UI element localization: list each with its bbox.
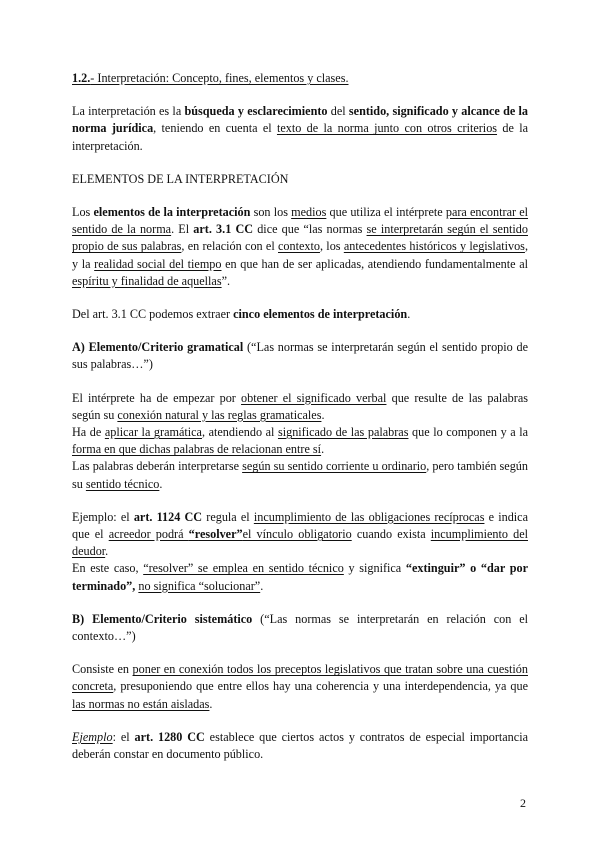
subsection-heading	[72, 70, 528, 87]
section-a-heading: A) Elemento/Criterio gramatical (“Las normas se interpretarán según el sentido propio de sus palabras…”)	[72, 340, 528, 372]
section-b-heading: B) Elemento/Criterio sistemático (“Las normas se interpretarán en relación con el contexto…”)	[72, 611, 528, 644]
paragraph-elements: Los elementos de la interpretación son los medios que utiliza el intérprete para encontrar el sentido de la norma. El art. 3.1 CC dice que “las normas se interpretarán según el sentido propio de sus palabras, en relación con el contexto, los antecedentes históricos y legislativos, y la realidad social del tiempo en que han de ser aplicadas, atendiendo fundamentalmente al espíritu y finalidad de aquellas”.	[72, 205, 529, 288]
document-page	[72, 70, 528, 779]
heading-text: - Interpretación: Concepto, fines, elementos y clases.	[90, 71, 349, 85]
paragraph-b2: Ejemplo: el art. 1280 CC establece que ciertos actos y contratos de especial importancia deberán constar en documento público.	[72, 729, 528, 762]
paragraph-five-elements: Del art. 3.1 CC podemos extraer cinco elementos de interpretación.	[72, 307, 411, 322]
paragraph-a2: Ha de aplicar la gramática, atendiendo al significado de las palabras que lo componen y a la forma en que dichas palabras de relacionan entre sí.	[72, 425, 528, 457]
paragraph-definition: La interpretación es la búsqueda y esclarecimiento del sentido, significado y alcance de la norma jurídica, teniendo en cuenta el texto de la norma junto con otros criterios de la interpretación.	[72, 104, 529, 153]
page-number: 2	[520, 796, 526, 810]
paragraph-a1: El intérprete ha de empezar por obtener el significado verbal que resulte de las palabras según su conexión natural y las reglas gramaticales.	[72, 390, 528, 422]
paragraph-b1: Consiste en poner en conexión todos los preceptos legislativos que tratan sobre una cuestión concreta, presuponiendo que entre ellos hay una coherencia y una interdependencia, ya que las normas no están aisladas.	[72, 662, 528, 711]
paragraph-example-1124: Ejemplo: el art. 1124 CC regula el incumplimiento de las obligaciones recíprocas e indica que el acreedor podrá “resolver”el vínculo obligatorio cuando exista incumplimiento del deudor.	[72, 509, 528, 559]
section-title: ELEMENTOS DE LA INTERPRETACIÓN	[72, 171, 289, 186]
paragraph-example-resolver: En este caso, “resolver” se emplea en sentido técnico y significa “extinguir” o “dar por terminado”, no significa “solucionar”.	[72, 561, 528, 593]
paragraph-a3: Las palabras deberán interpretarse según su sentido corriente u ordinario, pero también según su sentido técnico.	[72, 459, 528, 491]
heading-number: 1.2.	[72, 71, 91, 85]
